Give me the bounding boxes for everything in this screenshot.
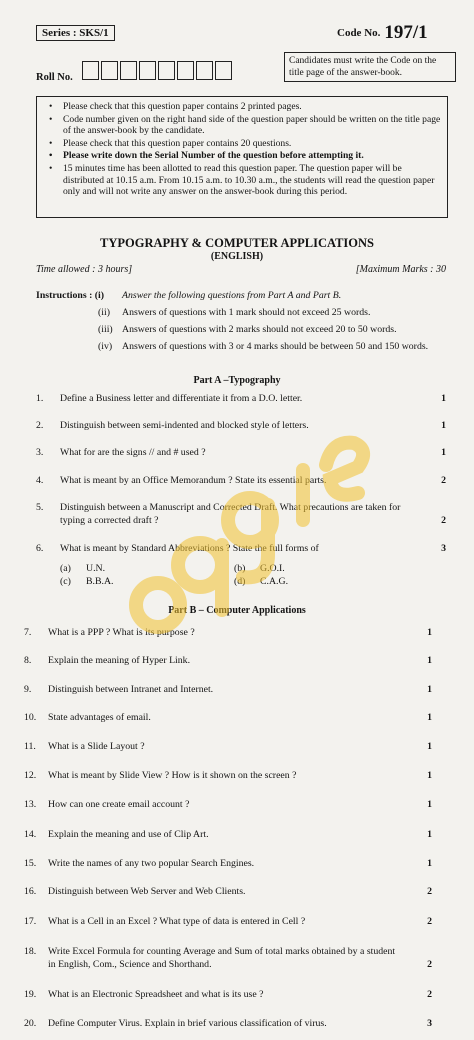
notice-item: • Please check that this question paper contains 20 questions.	[47, 138, 441, 150]
watermark-logo	[118, 405, 378, 655]
question-row: 17. What is a Cell in an Excel ? What type of data is entered in Cell ? 2	[24, 916, 432, 927]
paper-subtitle: (ENGLISH)	[210, 251, 264, 262]
paper-title: TYPOGRAPHY & COMPUTER APPLICATIONS	[100, 236, 374, 250]
code-label: Code No.	[337, 27, 381, 39]
question-row: 6. What is meant by Standard Abbreviations ? State the full forms of 3	[36, 543, 446, 554]
question-row: 8. Explain the meaning of Hyper Link. 1	[24, 655, 432, 666]
roll-box	[177, 61, 194, 80]
question-row: 15. Write the names of any two popular Search Engines. 1	[24, 858, 432, 869]
notice-box	[36, 96, 448, 218]
question-row: 5. Distinguish between a Manuscript and Corrected Draft. What precautions are taken for typing a corrected draft ? 2	[36, 502, 446, 526]
instruction-item: (iii) Answers of questions with 2 marks should not exceed 20 to 50 words.	[98, 324, 397, 335]
roll-label: Roll No.	[36, 72, 73, 83]
question-row: 7. What is a PPP ? What is its purpose ? 1	[24, 627, 432, 638]
instruction-item: Answer the following questions from Part A and Part B.	[122, 290, 342, 301]
question-row: 2. Distinguish between semi-indented and blocked style of letters. 1	[36, 420, 446, 431]
question-row: 16. Distinguish between Web Server and Web Clients. 2	[24, 886, 432, 897]
question-row: 10. State advantages of email. 1	[24, 712, 432, 723]
roll-box	[120, 61, 137, 80]
series-label: Series : SKS/1	[36, 25, 115, 41]
notice-item: • 15 minutes time has been allotted to read this question paper. The question paper will be distributed at 10.15 a.m. From 10.15 a.m. to 10.30 a.m., the students will read the question paper only and will not write any answer on the answer-book during this period.	[47, 163, 441, 198]
option-text: B.B.A.	[86, 576, 114, 587]
roll-box	[158, 61, 175, 80]
notice-item: • Please check that this question paper contains 2 printed pages.	[47, 101, 441, 113]
question-row: 4. What is meant by an Office Memorandum ? State its essential parts. 2	[36, 475, 446, 486]
option-label: (a)	[60, 563, 71, 574]
code-value: 197/1	[384, 22, 428, 43]
question-row: 11. What is a Slide Layout ? 1	[24, 741, 432, 752]
instructions-label: Instructions : (i)	[36, 290, 105, 301]
notice-item: • Code number given on the right hand side of the question paper should be written on the title page of the answer-book by the candidate.	[47, 114, 441, 137]
question-row: 1. Define a Business letter and differentiate it from a D.O. letter. 1	[36, 393, 446, 404]
roll-number-boxes	[82, 61, 234, 80]
option-label: (c)	[60, 576, 71, 587]
question-row: 20. Define Computer Virus. Explain in brief various classification of virus. 3	[24, 1018, 432, 1029]
part-a-heading: Part A –Typography	[193, 375, 281, 386]
option-label: (b)	[234, 563, 246, 574]
instruction-item: (iv) Answers of questions with 3 or 4 marks should be between 50 and 150 words.	[98, 341, 429, 352]
roll-box	[101, 61, 118, 80]
question-row: 3. What for are the signs // and # used ? 1	[36, 447, 446, 458]
question-row: 18. Write Excel Formula for counting Average and Sum of total marks obtained by a student in English, Com., Science and Shorthand. 2	[24, 946, 432, 970]
question-row: 12. What is meant by Slide View ? How is it shown on the screen ? 1	[24, 770, 432, 781]
roll-box	[139, 61, 156, 80]
roll-box	[215, 61, 232, 80]
abbreviation-options	[60, 562, 340, 588]
option-text: G.O.I.	[260, 563, 285, 574]
time-allowed: Time allowed : 3 hours]	[36, 264, 133, 275]
question-row: 13. How can one create email account ? 1	[24, 799, 432, 810]
notice-item: • Please write down the Serial Number of the question before attempting it.	[47, 150, 441, 162]
roll-box	[82, 61, 99, 80]
instructions	[36, 290, 451, 358]
max-marks: [Maximum Marks : 30	[355, 264, 446, 275]
roll-box	[196, 61, 213, 80]
question-row: 19. What is an Electronic Spreadsheet and what is its use ? 2	[24, 989, 432, 1000]
part-b-heading: Part B – Computer Applications	[168, 605, 306, 616]
question-row: 14. Explain the meaning and use of Clip Art. 1	[24, 829, 432, 840]
option-text: C.A.G.	[260, 576, 289, 587]
instruction-item: (ii) Answers of questions with 1 mark should not exceed 25 words.	[98, 307, 371, 318]
question-row: 9. Distinguish between Intranet and Internet. 1	[24, 684, 432, 695]
code-number	[337, 22, 428, 44]
candidate-note: Candidates must write the Code on the title page of the answer-book.	[284, 52, 456, 82]
option-text: U.N.	[86, 563, 106, 574]
option-label: (d)	[234, 576, 246, 587]
